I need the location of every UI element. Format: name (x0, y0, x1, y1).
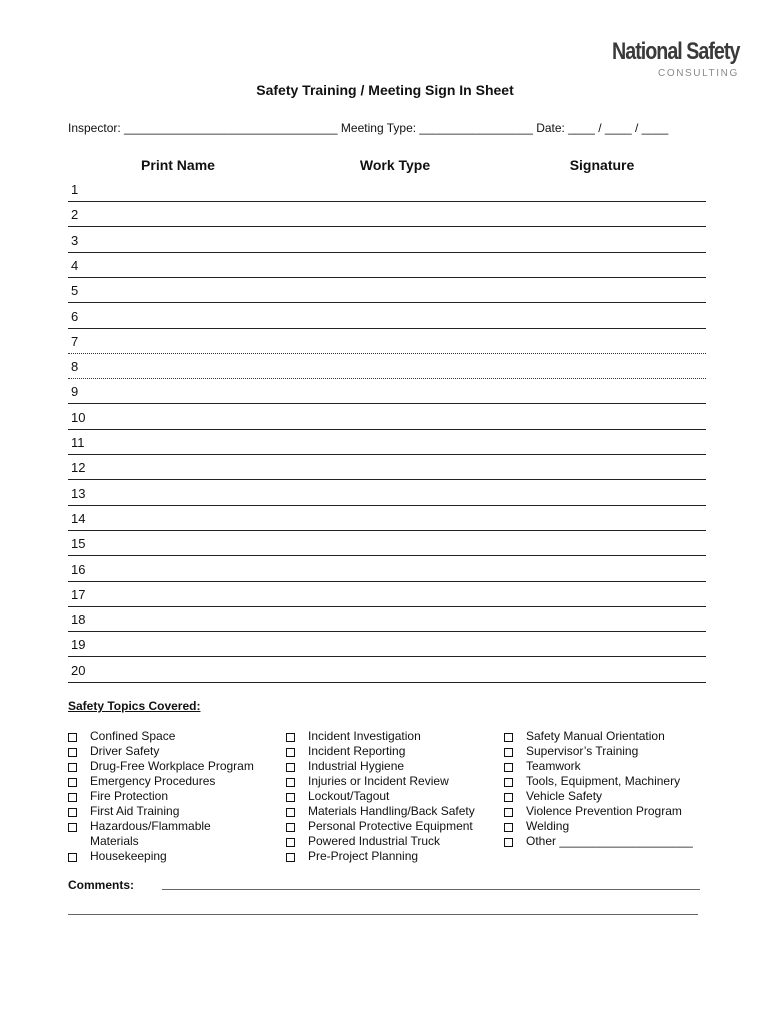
row-number: 5 (71, 283, 79, 299)
row-number: 20 (71, 662, 86, 678)
checkbox[interactable] (68, 778, 77, 787)
row-number: 8 (71, 359, 79, 375)
topic-vehicle-safety[interactable]: Vehicle Safety (504, 789, 693, 804)
topic-pre-project[interactable]: Pre-Project Planning (286, 849, 475, 864)
table-row[interactable] (68, 556, 706, 582)
row-number: 14 (71, 510, 86, 526)
table-row[interactable] (68, 378, 706, 404)
table-row[interactable] (68, 581, 706, 607)
checkbox[interactable] (504, 823, 513, 832)
checkbox[interactable] (504, 793, 513, 802)
checkbox[interactable] (504, 808, 513, 817)
row-number: 6 (71, 308, 79, 324)
checkbox[interactable] (68, 748, 77, 757)
checkbox[interactable] (286, 793, 295, 802)
row-number: 11 (71, 435, 85, 450)
logo-wordmark: National Safety (612, 38, 740, 65)
topic-incident-investigation[interactable]: Incident Investigation (286, 729, 475, 744)
topics-heading: Safety Topics Covered: (68, 699, 201, 713)
checkbox[interactable] (68, 853, 77, 862)
checkbox[interactable] (286, 778, 295, 787)
topic-first-aid[interactable]: First Aid Training (68, 804, 254, 819)
topic-confined-space[interactable]: Confined Space (68, 729, 254, 744)
checkbox[interactable] (286, 823, 295, 832)
table-row[interactable] (68, 277, 706, 303)
topic-powered-truck[interactable]: Powered Industrial Truck (286, 834, 475, 849)
topic-other[interactable]: Other ____________________ (504, 834, 693, 849)
checkbox[interactable] (504, 778, 513, 787)
row-number: 2 (71, 207, 79, 223)
topics-column-1 (68, 729, 254, 864)
row-number: 9 (71, 384, 79, 400)
topic-teamwork[interactable]: Teamwork (504, 759, 693, 774)
row-number: 3 (71, 232, 79, 248)
table-row[interactable] (68, 480, 706, 506)
checkbox[interactable] (68, 823, 77, 832)
topic-driver-safety[interactable]: Driver Safety (68, 744, 254, 759)
checkbox[interactable] (504, 838, 513, 847)
topic-fire-protection[interactable]: Fire Protection (68, 789, 254, 804)
topic-materials-handling[interactable]: Materials Handling/Back Safety (286, 804, 475, 819)
column-work-type: Work Type (359, 157, 431, 173)
checkbox[interactable] (504, 763, 513, 772)
column-print-name: Print Name (141, 157, 215, 173)
table-row[interactable] (68, 429, 706, 455)
topic-injuries-review[interactable]: Injuries or Incident Review (286, 774, 475, 789)
table-row[interactable] (68, 328, 706, 354)
topic-drug-free[interactable]: Drug-Free Workplace Program (68, 759, 254, 774)
topic-emergency[interactable]: Emergency Procedures (68, 774, 254, 789)
checkbox[interactable] (68, 733, 77, 742)
table-row[interactable] (68, 353, 706, 379)
topic-violence-prevention[interactable]: Violence Prevention Program (504, 804, 693, 819)
checkbox[interactable] (286, 733, 295, 742)
checkbox[interactable] (68, 793, 77, 802)
comments-line-1[interactable] (162, 889, 700, 890)
checkbox[interactable] (504, 733, 513, 742)
table-row[interactable] (68, 176, 706, 202)
row-number: 10 (71, 409, 86, 425)
topic-hazardous[interactable]: Hazardous/Flammable (68, 819, 254, 834)
table-row[interactable] (68, 404, 706, 430)
comments-line-2[interactable] (68, 914, 698, 915)
column-signature: Signature (569, 157, 635, 173)
table-row[interactable] (68, 631, 706, 657)
table-row[interactable] (68, 227, 706, 253)
checkbox[interactable] (286, 853, 295, 862)
topic-industrial-hygiene[interactable]: Industrial Hygiene (286, 759, 475, 774)
topics-column-3 (504, 729, 693, 849)
table-row[interactable] (68, 657, 706, 683)
topic-welding[interactable]: Welding (504, 819, 693, 834)
row-number: 19 (71, 637, 86, 653)
header-fields[interactable]: Inspector: ________________________________ Meeting Type: _________________ Date: ____ / ____ / ____ (68, 121, 669, 135)
row-number: 12 (71, 460, 86, 476)
table-row[interactable] (68, 252, 706, 278)
checkbox[interactable] (286, 838, 295, 847)
checkbox[interactable] (286, 748, 295, 757)
table-row[interactable] (68, 505, 706, 531)
row-number: 17 (71, 586, 86, 602)
company-logo (612, 38, 740, 84)
checkbox[interactable] (504, 748, 513, 757)
topic-safety-manual[interactable]: Safety Manual Orientation (504, 729, 693, 744)
row-number: 18 (71, 612, 86, 628)
row-number: 4 (71, 257, 79, 273)
topics-column-2 (286, 729, 475, 864)
checkbox[interactable] (286, 808, 295, 817)
table-row[interactable] (68, 201, 706, 227)
checkbox[interactable] (68, 763, 77, 772)
topic-incident-reporting[interactable]: Incident Reporting (286, 744, 475, 759)
topic-lockout[interactable]: Lockout/Tagout (286, 789, 475, 804)
topic-supervisor-training[interactable]: Supervisor’s Training (504, 744, 693, 759)
page-title: Safety Training / Meeting Sign In Sheet (256, 82, 514, 98)
comments-label: Comments: (68, 878, 135, 892)
table-row[interactable] (68, 454, 706, 480)
topic-tools[interactable]: Tools, Equipment, Machinery (504, 774, 693, 789)
topic-ppe[interactable]: Personal Protective Equipment (286, 819, 475, 834)
topic-housekeeping[interactable]: Housekeeping (68, 849, 254, 864)
table-row[interactable] (68, 530, 706, 556)
row-number: 13 (71, 485, 86, 501)
checkbox[interactable] (286, 763, 295, 772)
checkbox[interactable] (68, 808, 77, 817)
table-row[interactable] (68, 303, 706, 329)
row-number: 15 (71, 536, 86, 552)
row-number: 1 (71, 182, 79, 197)
topic-hazardous-wrap: Materials (90, 834, 139, 848)
row-number: 7 (71, 333, 79, 349)
table-row[interactable] (68, 606, 706, 632)
logo-subtitle: CONSULTING (658, 68, 739, 79)
row-number: 16 (71, 561, 86, 577)
